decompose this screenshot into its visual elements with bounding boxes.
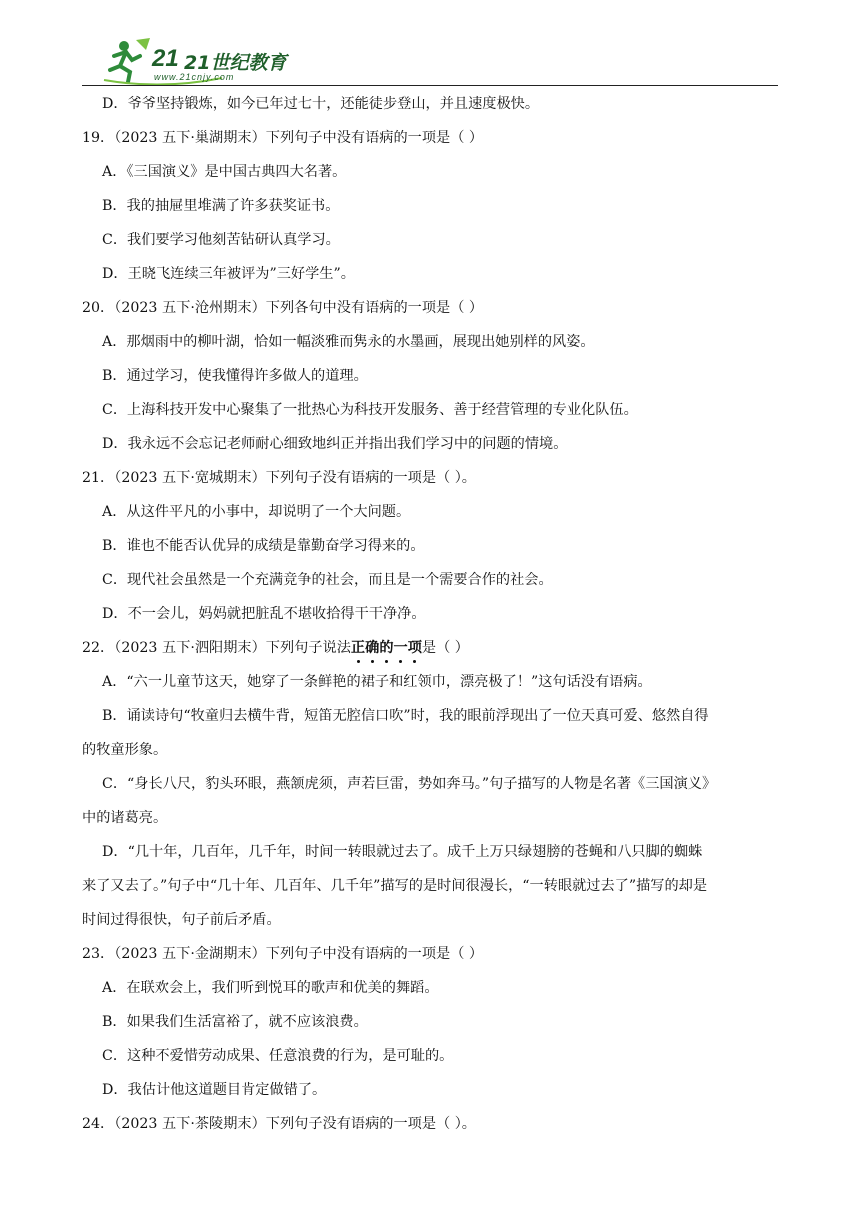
option-19d: D．王晓飞连续三年被评为”三好学生”。 bbox=[102, 266, 355, 282]
logo-text: 21世纪教育 bbox=[184, 52, 287, 74]
question-22 bbox=[82, 638, 778, 672]
emphasis-char: 正 bbox=[350, 640, 366, 656]
question-24: 24．（2023 五下·茶陵期末）下列句子没有语病的一项是（ ）。 bbox=[82, 1116, 476, 1132]
option-23c: C．这种不爱惜劳动成果、任意浪费的行为，是可耻的。 bbox=[102, 1048, 454, 1064]
option-20d: D．我永远不会忘记老师耐心细致地纠正并指出我们学习中的问题的情境。 bbox=[102, 436, 568, 452]
option-22b-line2: 的牧童形象。 bbox=[82, 742, 168, 758]
option-21a: A．从这件平凡的小事中，却说明了一个大问题。 bbox=[102, 504, 411, 520]
option-23d: D．我估计他这道题目肯定做错了。 bbox=[102, 1082, 327, 1098]
option-19c: C．我们要学习他刻苦钻研认真学习。 bbox=[102, 232, 340, 248]
option-19b: B．我的抽屉里堆满了许多获奖证书。 bbox=[102, 198, 340, 214]
emphasis-char: 的 bbox=[379, 640, 394, 656]
option-20a: A．那烟雨中的柳叶湖，恰如一幅淡雅而隽永的水墨画，展现出她别样的风姿。 bbox=[102, 334, 595, 350]
emphasis-char: 项 bbox=[407, 640, 422, 656]
option-22d-line3: 时间过得很快，句子前后矛盾。 bbox=[82, 912, 281, 928]
option-22d-line1: D．“几十年，几百年，几千年，时间一转眼就过去了。成千上万只绿翅膀的苍蝇和八只脚的蜘蛛 bbox=[102, 844, 703, 860]
emphasis-char: 一 bbox=[393, 640, 408, 656]
option-20b: B．通过学习，使我懂得许多做人的道理。 bbox=[102, 368, 368, 384]
question-23: 23．（2023 五下·金湖期末）下列句子中没有语病的一项是（ ） bbox=[82, 946, 484, 962]
option-23a: A．在联欢会上，我们听到悦耳的歌声和优美的舞蹈。 bbox=[102, 980, 439, 996]
option-21b: B．谁也不能否认优异的成绩是靠勤奋学习得来的。 bbox=[102, 538, 425, 554]
option-21c: C．现代社会虽然是一个充满竞争的社会，而且是一个需要合作的社会。 bbox=[102, 572, 553, 588]
question-22-suffix: 是（ ） bbox=[421, 640, 469, 656]
question-20: 20．（2023 五下·沧州期末）下列各句中没有语病的一项是（ ） bbox=[82, 300, 484, 316]
option-23b: B．如果我们生活富裕了，就不应该浪费。 bbox=[102, 1014, 368, 1030]
option-19a: A．《三国演义》是中国古典四大名著。 bbox=[102, 164, 347, 180]
question-21: 21．（2023 五下·宽城期末）下列句子没有语病的一项是（ ）。 bbox=[82, 470, 476, 486]
page-header bbox=[102, 36, 778, 88]
question-list bbox=[82, 94, 778, 1148]
option-21d: D．不一会儿，妈妈就把脏乱不堪收拾得干干净净。 bbox=[102, 606, 426, 622]
option-line: D．爷爷坚持锻炼，如今已年过七十，还能徒步登山，并且速度极快。 bbox=[102, 96, 540, 112]
option-20c: C．上海科技开发中心聚集了一批热心为科技开发服务、善于经营管理的专业化队伍。 bbox=[102, 402, 638, 418]
option-22c-line2: 中的诸葛亮。 bbox=[82, 810, 168, 826]
option-22b-line1: B．诵读诗句“牧童归去横牛背，短笛无腔信口吹”时，我的眼前浮现出了一位天真可爱、悠然自得 bbox=[102, 708, 709, 724]
header-divider bbox=[82, 85, 778, 86]
logo-url: www.21cnjy.com bbox=[154, 72, 235, 82]
option-22a: A．“六一儿童节这天，她穿了一条鲜艳的裙子和红领巾，漂亮极了！”这句话没有语病。 bbox=[102, 674, 652, 690]
emphasis-text bbox=[351, 640, 422, 656]
option-22d-line2: 来了又去了。”句子中“几十年、几百年、几千年”描写的是时间很漫长，“一转眼就过去了”描写的却是 bbox=[82, 878, 708, 894]
emphasis-dotted bbox=[351, 640, 422, 656]
option-22c-line1: C．“身长八尺，豹头环眼，燕颔虎须，声若巨雷，势如奔马。”句子描写的人物是名著《三国演义》 bbox=[102, 776, 717, 792]
svg-text:21: 21 bbox=[152, 45, 179, 72]
question-22-prefix: 22．（2023 五下·泗阳期末）下列句子说法 bbox=[82, 640, 351, 656]
question-19: 19．（2023 五下·巢湖期末）下列句子中没有语病的一项是（ ） bbox=[82, 130, 484, 146]
emphasis-char: 确 bbox=[365, 640, 380, 656]
